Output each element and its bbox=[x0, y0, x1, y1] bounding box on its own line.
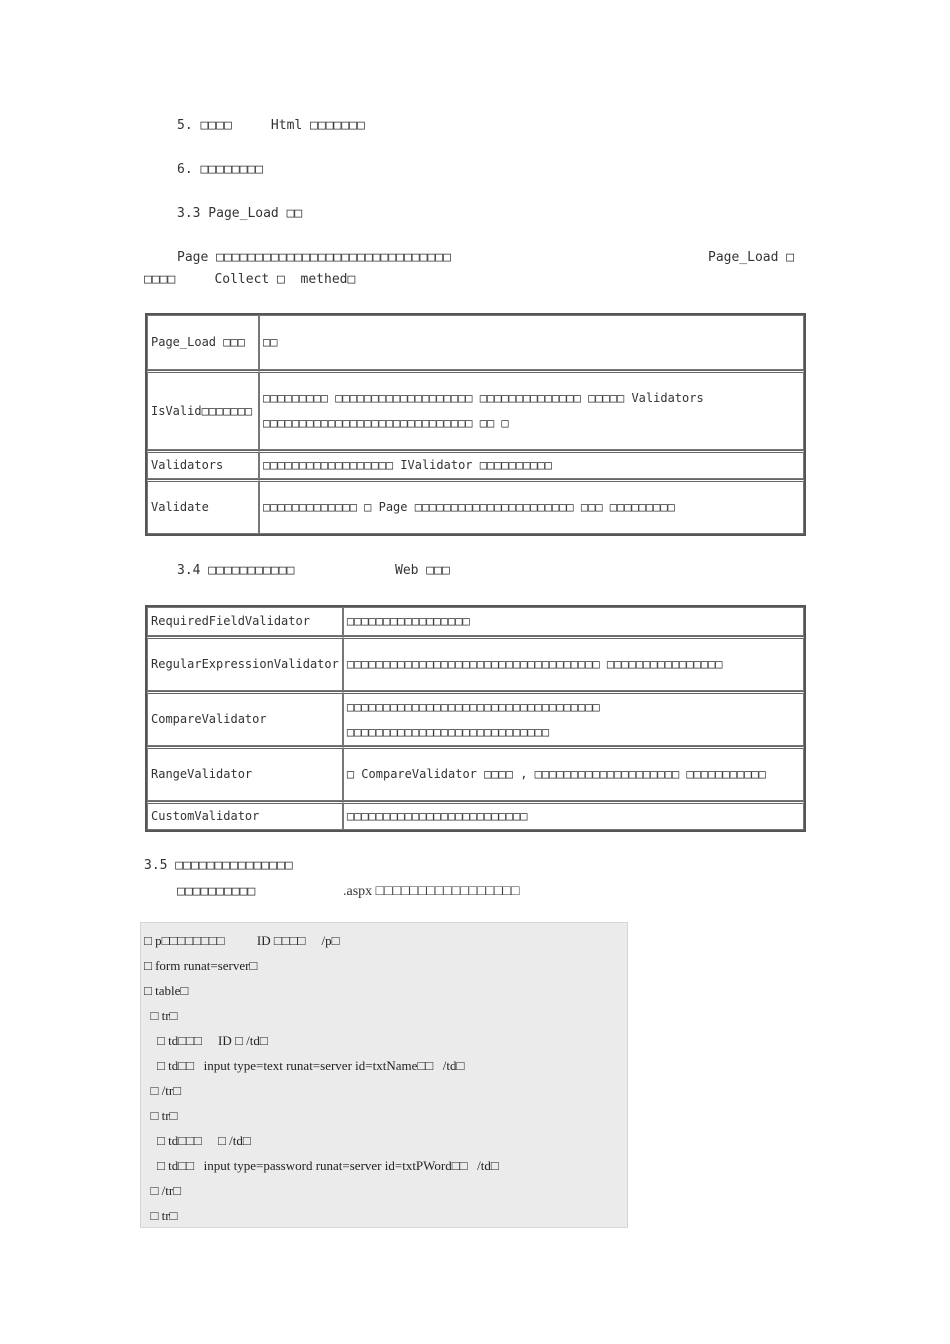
table-cell-name: IsValid□□□□□□□ bbox=[147, 370, 259, 450]
table-cell-desc: □ CompareValidator □□□□ , □□□□□□□□□□□□□□□□□□□□ □□□□□□□□□□□ bbox=[343, 746, 804, 801]
validator-controls-table bbox=[145, 605, 806, 832]
code-line: □ form runat=server□ bbox=[144, 958, 258, 973]
table-cell-desc: □□□□□□□□□□□□□□□□□□□□□□□□□ bbox=[343, 801, 804, 830]
table-cell-desc: □□ bbox=[259, 315, 804, 370]
section-heading-3-4-web: Web □□□ bbox=[395, 563, 450, 578]
table-cell-name: Page_Load □□□ bbox=[147, 315, 259, 370]
paragraph-page-text: Page □□□□□□□□□□□□□□□□□□□□□□□□□□□□□□ bbox=[177, 250, 451, 265]
list-item-5: 5. □□□□ Html □□□□□□□ bbox=[177, 118, 365, 133]
code-line: □ table□ bbox=[144, 983, 189, 998]
table-cell-desc: □□□□□□□□□□□□□ □ Page □□□□□□□□□□□□□□□□□□□□□□ □□□ □□□□□□□□□ bbox=[259, 479, 804, 534]
table-cell-name: CompareValidator bbox=[147, 691, 343, 746]
table-cell-name: Validators bbox=[147, 450, 259, 479]
table-row bbox=[147, 450, 804, 479]
table-cell-desc: □□□□□□□□□□□□□□□□□□ IValidator □□□□□□□□□□ bbox=[259, 450, 804, 479]
table-cell-name: CustomValidator bbox=[147, 801, 343, 830]
code-line: □ td□□□ □ /td□ bbox=[144, 1133, 251, 1148]
table-row bbox=[147, 607, 804, 636]
code-line: □ /tr□ bbox=[144, 1083, 182, 1098]
code-line: □ tr□ bbox=[144, 1208, 178, 1223]
table-row bbox=[147, 479, 804, 534]
code-line: □ /tr□ bbox=[144, 1183, 182, 1198]
paragraph-page-text-cont: □□□□ Collect □ methed□ bbox=[144, 272, 356, 287]
table-cell-name: RegularExpressionValidator bbox=[147, 636, 343, 691]
table-cell-desc: □□□□□□□□□ □□□□□□□□□□□□□□□□□□□ □□□□□□□□□□□□□□ □□□□□ Validators □□□□□□□□□□□□□□□□□□□□□□□□□□□□□ □□ □ bbox=[259, 370, 804, 450]
paragraph-aspx-ref: .aspx □□□□□□□□□□□□□□□□□ bbox=[343, 884, 520, 899]
paragraph-page-load-ref: Page_Load □ bbox=[708, 250, 795, 265]
section-heading-3-5: 3.5 □□□□□□□□□□□□□□□ bbox=[144, 858, 293, 873]
code-line: □ tr□ bbox=[144, 1108, 178, 1123]
table-cell-desc: □□□□□□□□□□□□□□□□□ bbox=[343, 607, 804, 636]
code-line: □ td□□ input type=text runat=server id=txtName□□ /td□ bbox=[144, 1058, 465, 1073]
table-row bbox=[147, 636, 804, 691]
code-line: □ tr□ bbox=[144, 1008, 178, 1023]
code-line: □ td□□□ ID □ /td□ bbox=[144, 1033, 268, 1048]
table-row bbox=[147, 370, 804, 450]
table-cell-name: RangeValidator bbox=[147, 746, 343, 801]
table-cell-desc: □□□□□□□□□□□□□□□□□□□□□□□□□□□□□□□□□□□ □□□□□□□□□□□□□□□□□□□□□□□□□□□□ bbox=[343, 691, 804, 746]
section-heading-3-3: 3.3 Page_Load □□ bbox=[177, 206, 303, 221]
section-heading-3-4: 3.4 □□□□□□□□□□□ bbox=[177, 563, 295, 578]
table-row bbox=[147, 746, 804, 801]
code-block bbox=[140, 922, 628, 1228]
table-row bbox=[147, 691, 804, 746]
table-row bbox=[147, 801, 804, 830]
table-cell-desc: □□□□□□□□□□□□□□□□□□□□□□□□□□□□□□□□□□□ □□□□□□□□□□□□□□□□ bbox=[343, 636, 804, 691]
list-item-6: 6. □□□□□□□□ bbox=[177, 162, 264, 177]
page-properties-table bbox=[145, 313, 806, 536]
table-cell-name: RequiredFieldValidator bbox=[147, 607, 343, 636]
paragraph-aspx-text: □□□□□□□□□□ bbox=[177, 884, 256, 899]
table-cell-name: Validate bbox=[147, 479, 259, 534]
table-row bbox=[147, 315, 804, 370]
code-line: □ p□□□□□□□□ ID □□□□ /p□ bbox=[144, 933, 340, 948]
code-line: □ td□□ input type=password runat=server id=txtPWord□□ /td□ bbox=[144, 1158, 499, 1173]
